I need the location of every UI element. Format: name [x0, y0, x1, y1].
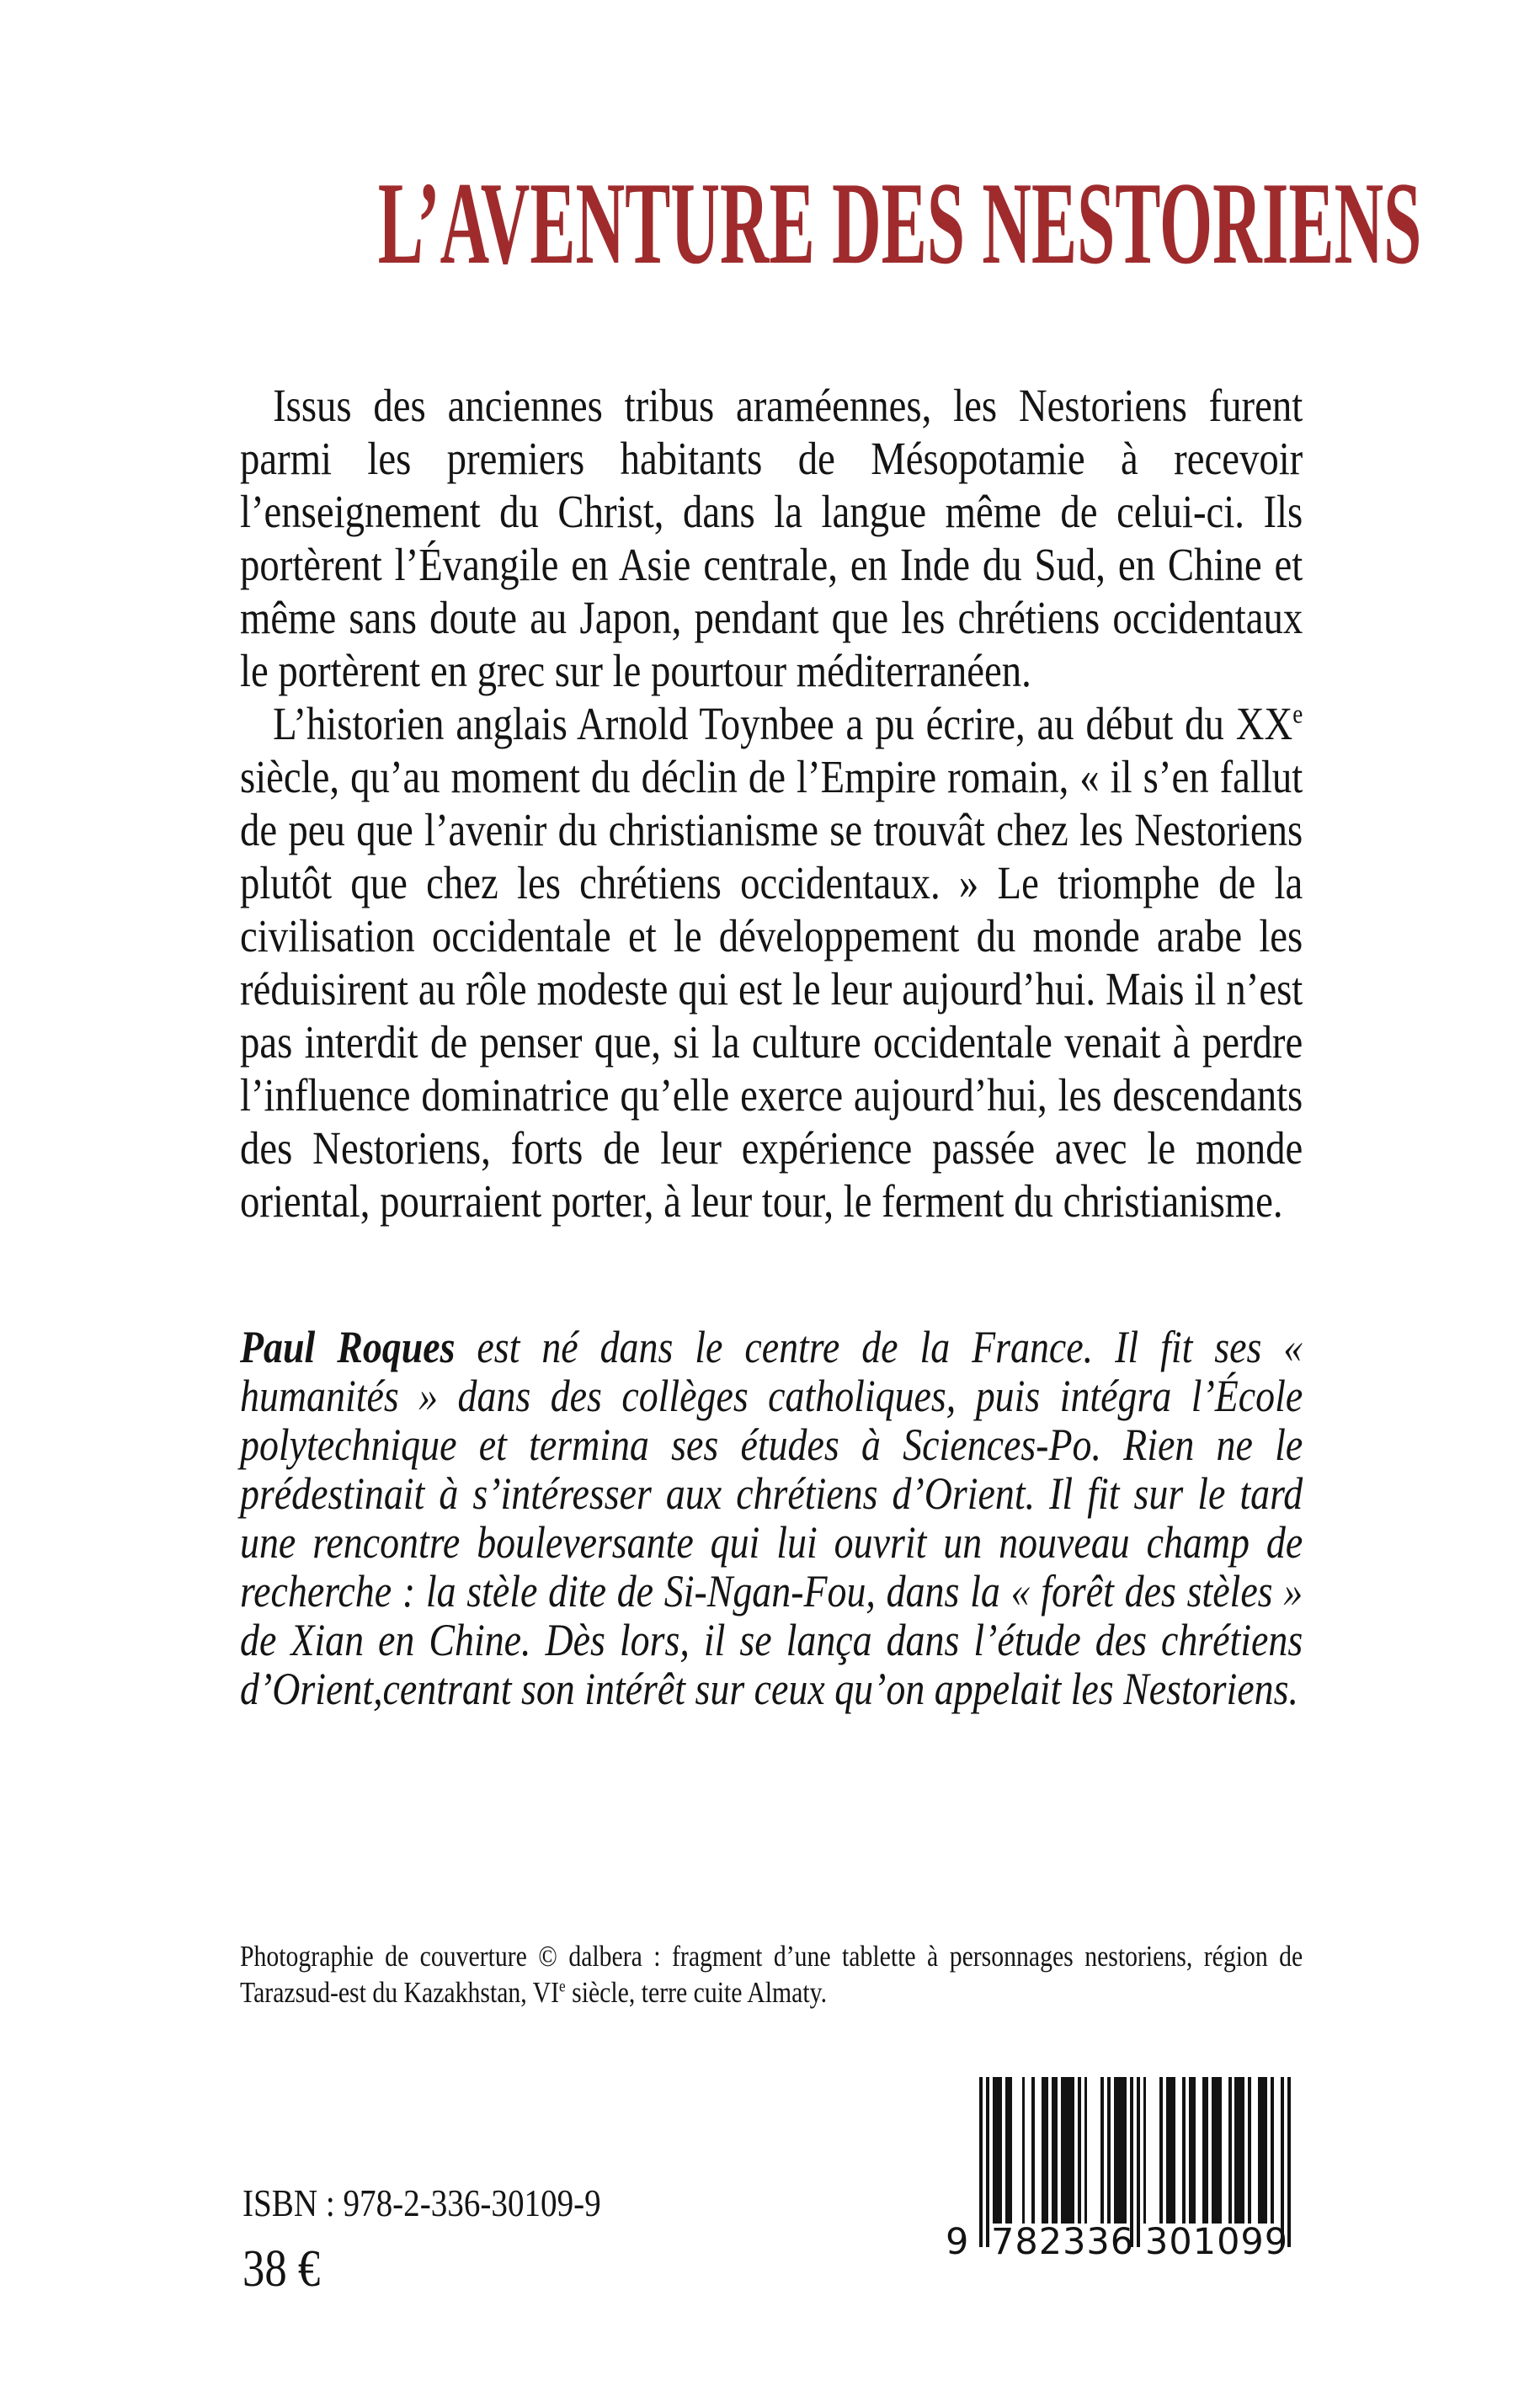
- page-title-text: L’AVENTURE DES NESTORIENS: [377, 158, 1422, 289]
- synopsis-paragraph-1: Issus des anciennes tribus araméennes, les Nestoriens furent parmi les premiers habitants de Mésopotamie à recevoir l’enseignement du Christ, dans la langue même de celui-ci. Ils portèrent l’Évangile en Asie centrale, en Inde du Sud, en Chine et même sans doute au Japon, pendant que les chrétiens occidentaux le portèrent en grec sur le pourtour méditerranéen.: [240, 380, 1303, 696]
- superscript-e-credit: e: [559, 1977, 566, 1996]
- photo-credit-text: Photographie de couverture © dalbera : fragment d’une tablette à personnages nestoriens, région de Tarazsud-est du Kazakhstan, VI: [240, 1940, 1303, 2009]
- isbn-label: ISBN : 978-2-336-30109-9: [242, 2181, 601, 2224]
- synopsis: [240, 379, 1303, 1228]
- barcode-digits: [946, 2221, 1291, 2266]
- author-bio: [240, 1323, 1303, 1713]
- author-bio-paragraph: [240, 1323, 1303, 1713]
- superscript-e: e: [1292, 699, 1303, 729]
- synopsis-paragraph-2-text: L’historien anglais Arnold Toynbee a pu écrire, au début du XX: [273, 698, 1293, 749]
- ean13-barcode: [946, 2077, 1291, 2275]
- author-bio-text: est né dans le centre de la France. Il fit ses « humanités » dans des collèges catholiques, puis intégra l’École polytechnique et termina ses études à Sciences-Po. Rien ne le prédestinait à s’intéresser aux chrétiens d’Orient. Il fit sur le tard une rencontre bouleversante qui lui ouvrit un nouveau champ de recherche : la stèle dite de Si-Ngan-Fou, dans la « forêt des stèles » de Xian en Chine. Dès lors, il se lança dans l’étude des chrétiens d’Orient,centrant son intérêt sur ceux qu’on appelait les Nestoriens.: [240, 1322, 1303, 1714]
- photo-credit: [240, 1938, 1303, 2011]
- page-title: [0, 158, 1540, 289]
- synopsis-paragraph-2-continued: siècle, qu’au moment du déclin de l’Empire romain, « il s’en fallut de peu que l’avenir du christianisme se trouvât chez les Nestoriens plutôt que chez les chrétiens occidentaux. » Le triomphe de la civilisation occidentale et le développement du monde arabe les réduisirent au rôle modeste qui est le leur aujourd’hui. Mais il n’est pas interdit de penser que, si la culture occidentale venait à perdre l’influence dominatrice qu’elle exerce aujourd’hui, les descendants des Nestoriens, forts de leur expérience passée avec le monde oriental, pourraient porter, à leur tour, le ferment du christianisme.: [240, 751, 1303, 1227]
- price-label: 38 €: [242, 2240, 321, 2298]
- synopsis-paragraph-2: [240, 697, 1303, 1228]
- author-name: Paul Roques: [240, 1322, 456, 1372]
- barcode-digit-group-2: 301099: [1145, 2221, 1289, 2263]
- barcode-digit-group-1: 782336: [991, 2221, 1135, 2263]
- barcode-lead-digit: 9: [946, 2221, 969, 2263]
- photo-credit-continued: siècle, terre cuite Almaty.: [565, 1976, 828, 2009]
